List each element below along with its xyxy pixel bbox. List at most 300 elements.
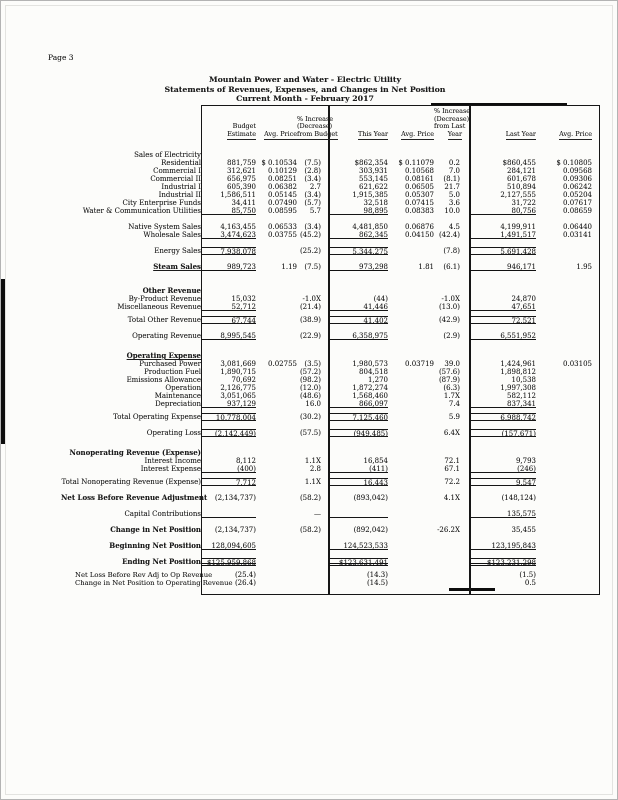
cell <box>470 151 536 159</box>
cell <box>256 571 297 579</box>
cell <box>201 449 256 457</box>
cell <box>201 510 256 518</box>
row-label: Energy Sales <box>154 247 201 255</box>
cell: 0.08383 <box>405 207 434 215</box>
row-cell-group <box>329 303 470 311</box>
cell: 1.7X <box>443 392 460 400</box>
cell: 10,778,004 <box>201 413 256 421</box>
row-cell-group <box>201 223 329 231</box>
row-cell-group <box>201 376 329 384</box>
cell <box>536 151 596 159</box>
cell <box>434 287 466 295</box>
cell <box>536 247 596 255</box>
column-header-line <box>329 131 388 140</box>
row-label: Ending Net Position <box>122 557 201 566</box>
column-header-line: Budget <box>232 122 256 131</box>
cell: (2,134,737) <box>214 526 256 534</box>
cell <box>256 457 297 465</box>
cell <box>536 429 596 437</box>
cell: 24,870 <box>511 295 536 303</box>
row-cell-group <box>201 392 329 400</box>
row-label: Miscellaneous Revenue <box>117 303 201 311</box>
cell: 621,622 <box>359 183 388 191</box>
cell: 98,895 <box>329 207 388 215</box>
row-cell-group <box>470 360 600 368</box>
column-header-text: Avg. Price <box>264 131 297 140</box>
row-label: Depreciation <box>155 400 201 408</box>
cell: 2,127,555 <box>500 191 536 199</box>
cell: (42.9) <box>438 316 460 324</box>
cell: (7.8) <box>443 247 460 255</box>
cell <box>388 429 434 437</box>
cell: 0.10129 <box>268 167 297 175</box>
cell <box>434 352 466 360</box>
cell <box>256 332 297 340</box>
column-header-line <box>388 131 434 140</box>
cell: 6,358,975 <box>329 332 388 340</box>
column-header-line <box>201 131 256 140</box>
cell: 284,121 <box>507 167 536 175</box>
row-cell-group <box>329 571 470 579</box>
row-label: Beginning Net Position <box>109 541 201 550</box>
row-cell-group <box>201 295 329 303</box>
cell: 124,523,533 <box>329 542 388 550</box>
column-header-line <box>470 131 536 140</box>
row-cell-group <box>470 295 600 303</box>
cell: 0.08251 <box>268 175 297 183</box>
column-header-budget <box>201 116 256 140</box>
row-cell-group <box>329 392 470 400</box>
cell: 0.09568 <box>563 167 592 175</box>
cell <box>536 303 596 311</box>
row-cell-group <box>470 191 600 199</box>
row-cell-group <box>470 159 600 167</box>
cell: 1,898,812 <box>500 368 536 376</box>
table-row <box>49 558 600 566</box>
cell: (2,134,737) <box>214 494 256 502</box>
row-cell-group <box>470 542 600 550</box>
table-row <box>49 368 600 376</box>
table-row <box>49 191 600 199</box>
row-cell-group <box>201 429 329 437</box>
row-label: Total Operating Expense <box>113 413 201 421</box>
cell: 31,722 <box>511 199 536 207</box>
table-row <box>49 316 600 324</box>
row-label: Total Other Revenue <box>127 316 201 324</box>
row-cell-group <box>470 183 600 191</box>
cell: 16.0 <box>305 400 321 408</box>
table-row <box>49 223 600 231</box>
row-cell-group <box>470 392 600 400</box>
row-cell-group <box>470 494 600 502</box>
cell: 0.08161 <box>405 175 434 183</box>
cell: 5.7 <box>309 207 321 215</box>
row-cell-group <box>201 159 329 167</box>
cell: (14.5) <box>366 579 388 587</box>
column-header-text: Estimate <box>227 131 256 140</box>
table-row <box>49 542 600 550</box>
cell: 1.1X <box>304 478 321 486</box>
row-label: Operation <box>165 384 201 392</box>
row-cell-group <box>201 151 329 159</box>
row-cell-group <box>201 287 329 295</box>
cell <box>434 510 466 518</box>
cell: 35,455 <box>511 526 536 534</box>
row-label: Sales of Electricity <box>134 151 201 159</box>
cell <box>297 542 325 550</box>
cell: 128,094,605 <box>201 542 256 550</box>
cell: 135,575 <box>470 510 536 518</box>
cell <box>388 526 434 534</box>
row-cell-group <box>201 368 329 376</box>
cell: 0.06505 <box>405 183 434 191</box>
row-label: Residential <box>161 159 201 167</box>
column-header-text: Last Year <box>506 131 536 140</box>
row-cell-group <box>470 332 600 340</box>
cell: 4.5 <box>448 223 460 231</box>
cell: 4,163,455 <box>220 223 256 231</box>
cell: 8,995,545 <box>201 332 256 340</box>
cell: 881,759 <box>227 159 256 167</box>
cell: 10,538 <box>511 376 536 384</box>
cell: (58.2) <box>299 526 321 534</box>
cell <box>256 287 297 295</box>
row-cell-group <box>329 400 470 408</box>
cell: 15,032 <box>231 295 256 303</box>
cell <box>329 151 388 159</box>
cell <box>256 542 297 550</box>
cell: (5.7) <box>304 199 321 207</box>
row-cell-group <box>329 579 470 587</box>
cell: (3.4) <box>304 175 321 183</box>
table-row <box>49 494 600 502</box>
cell <box>297 151 325 159</box>
row-cell-group <box>470 231 600 239</box>
row-cell-group <box>470 449 600 457</box>
table-row <box>49 183 600 191</box>
column-header-line: % Increase <box>297 114 334 123</box>
cell <box>297 449 325 457</box>
row-cell-group <box>470 384 600 392</box>
cell: 4,481,850 <box>352 223 388 231</box>
row-cell-group <box>201 558 329 566</box>
cell <box>256 579 297 587</box>
cell <box>388 332 434 340</box>
row-label: Water & Communication Utilities <box>82 207 201 215</box>
row-label: Industrial II <box>158 191 201 199</box>
cell <box>256 151 297 159</box>
cell <box>388 303 434 311</box>
cell: (14.3) <box>366 571 388 579</box>
row-cell-group <box>470 368 600 376</box>
cell: 0.2 <box>448 159 460 167</box>
row-cell-group <box>470 207 600 215</box>
cell: 0.06440 <box>563 223 592 231</box>
row-cell-group <box>329 449 470 457</box>
row-label: Operating Expense <box>126 351 201 360</box>
cell: 312,621 <box>227 167 256 175</box>
row-cell-group <box>470 413 600 421</box>
cell: 0.07415 <box>405 199 434 207</box>
cell: 303,931 <box>359 167 388 175</box>
cell: 0.06382 <box>268 183 297 191</box>
row-cell-group <box>470 510 600 518</box>
cell: 0.08595 <box>268 207 297 215</box>
cell <box>536 287 596 295</box>
row-cell-group <box>470 247 600 255</box>
cell: 0.03755 <box>268 231 297 239</box>
row-cell-group <box>201 167 329 175</box>
cell <box>536 526 596 534</box>
cell: 1,491,517 <box>470 231 536 239</box>
row-label: Purchased Power <box>139 360 201 368</box>
cell: 0.03105 <box>563 360 592 368</box>
column-header-group <box>329 108 470 140</box>
row-cell-group <box>201 303 329 311</box>
cell: $125,959,868 <box>201 558 256 566</box>
cell: (3.4) <box>304 191 321 199</box>
row-cell-group <box>201 199 329 207</box>
row-cell-group <box>329 352 470 360</box>
cell <box>388 413 434 421</box>
cell <box>256 413 297 421</box>
row-label: Change in Net Position to Operating Revenue <box>75 579 233 587</box>
column-header-last-year <box>470 131 536 140</box>
row-label: Interest Expense <box>140 465 201 473</box>
row-label: Nonoperating Revenue (Expense) <box>69 448 201 457</box>
row-cell-group <box>329 207 470 215</box>
cell: -1.0X <box>302 295 321 303</box>
row-cell-group <box>329 478 470 486</box>
table-row <box>49 571 600 579</box>
column-header-line <box>297 129 338 140</box>
cell <box>388 579 434 587</box>
table-row <box>49 376 600 384</box>
cell: 32,518 <box>363 199 388 207</box>
row-cell-group <box>470 352 600 360</box>
cell: 0.06533 <box>268 223 297 231</box>
table-row <box>49 429 600 437</box>
cell: 0.06242 <box>563 183 592 191</box>
cell <box>536 368 596 376</box>
column-header-text: Year <box>448 131 462 140</box>
cell: 973,298 <box>329 263 388 271</box>
cell <box>388 295 434 303</box>
cell: 0.05145 <box>268 191 297 199</box>
cell: (57.5) <box>299 429 321 437</box>
row-cell-group <box>201 579 329 587</box>
cell <box>388 384 434 392</box>
cell: (6.3) <box>443 384 460 392</box>
cell: 989,723 <box>201 263 256 271</box>
cell: (87.9) <box>438 376 460 384</box>
row-label: Interest Income <box>144 457 201 465</box>
cell: 1,568,460 <box>352 392 388 400</box>
cell <box>536 478 596 486</box>
cell <box>256 494 297 502</box>
cell: 4,199,911 <box>500 223 536 231</box>
table-row <box>49 231 600 239</box>
row-cell-group <box>329 263 470 271</box>
table-row <box>49 247 600 255</box>
row-cell-group <box>329 465 470 473</box>
cell: (57.2) <box>299 368 321 376</box>
cell: — <box>314 510 321 518</box>
column-header-text: Avg. Price <box>401 131 434 140</box>
cell: $ 0.10805 <box>556 159 592 167</box>
cell: 605,390 <box>227 183 256 191</box>
cell: 123,195,843 <box>470 542 536 550</box>
cell <box>256 303 297 311</box>
cell <box>256 465 297 473</box>
cell: (157,671) <box>470 429 536 437</box>
cell: 67.1 <box>444 465 460 473</box>
cell: (3.4) <box>304 223 321 231</box>
cell: (246) <box>470 465 536 473</box>
table-row <box>49 457 600 465</box>
cell <box>201 151 256 159</box>
cell: 1,270 <box>367 376 388 384</box>
column-header-line: (Decrease) <box>434 114 470 123</box>
row-cell-group <box>201 332 329 340</box>
row-cell-group <box>201 263 329 271</box>
cell: 2.7 <box>309 183 321 191</box>
row-cell-group <box>470 167 600 175</box>
cell: 41,402 <box>329 316 388 324</box>
cell: 7,938,078 <box>201 247 256 255</box>
cell <box>256 400 297 408</box>
row-cell-group <box>201 510 329 518</box>
row-label: Operating Revenue <box>132 332 201 340</box>
row-cell-group <box>470 175 600 183</box>
cell <box>329 510 388 518</box>
row-cell-group <box>201 352 329 360</box>
cell: 0.05204 <box>563 191 592 199</box>
table-row <box>49 413 600 421</box>
table-row <box>49 199 600 207</box>
cell: 9,793 <box>515 457 536 465</box>
cell: (411) <box>329 465 388 473</box>
row-cell-group <box>329 175 470 183</box>
cell: 72.2 <box>444 478 460 486</box>
cell: $ 0.11079 <box>398 159 434 167</box>
row-cell-group <box>470 400 600 408</box>
cell: 804,518 <box>359 368 388 376</box>
cell: (3.5) <box>304 360 321 368</box>
cell: 41,446 <box>329 303 388 311</box>
cell <box>388 478 434 486</box>
cell <box>536 571 596 579</box>
cell: 6,551,952 <box>470 332 536 340</box>
cell: 0.02755 <box>268 360 297 368</box>
table-row <box>49 579 600 587</box>
cell: 3.6 <box>448 199 460 207</box>
row-cell-group <box>329 558 470 566</box>
cell <box>256 376 297 384</box>
table-row <box>49 263 600 271</box>
cell: 0.04150 <box>405 231 434 239</box>
column-header-avg-price-last-year <box>536 131 596 140</box>
row-cell-group <box>329 287 470 295</box>
cell <box>388 571 434 579</box>
report-title-block <box>1 75 609 104</box>
cell <box>201 352 256 360</box>
cell: 1,980,573 <box>352 360 388 368</box>
cell <box>256 247 297 255</box>
cell: 862,345 <box>329 231 388 239</box>
cell: 16,443 <box>329 478 388 486</box>
cell <box>388 392 434 400</box>
cell <box>536 457 596 465</box>
row-cell-group <box>201 542 329 550</box>
row-cell-group <box>470 429 600 437</box>
cell: 3,081,669 <box>220 360 256 368</box>
row-cell-group <box>201 571 329 579</box>
cell <box>434 151 466 159</box>
row-cell-group <box>201 316 329 324</box>
cell: $ 0.10534 <box>261 159 297 167</box>
row-label: Wholesale Sales <box>143 231 201 239</box>
cell: 6,988,742 <box>470 413 536 421</box>
cell: 5,344,275 <box>329 247 388 255</box>
column-header-text: Avg. Price <box>559 131 592 140</box>
cell: (2,142,449) <box>201 429 256 437</box>
cell: 72.1 <box>444 457 460 465</box>
cell: 2,126,775 <box>220 384 256 392</box>
row-cell-group <box>201 494 329 502</box>
column-header-line <box>434 131 462 140</box>
cell: 1.1X <box>304 457 321 465</box>
row-label: Maintenance <box>154 392 201 400</box>
row-cell-group <box>329 360 470 368</box>
row-cell-group <box>201 457 329 465</box>
column-header-avg-price-this-year <box>388 108 434 140</box>
cell <box>434 579 466 587</box>
row-cell-group <box>329 316 470 324</box>
column-header-this-year <box>329 108 388 140</box>
cell <box>536 352 596 360</box>
cell: 0.5 <box>524 579 536 587</box>
cell <box>536 510 596 518</box>
cell: 3,051,065 <box>220 392 256 400</box>
cell <box>388 151 434 159</box>
row-cell-group <box>329 376 470 384</box>
row-cell-group <box>329 247 470 255</box>
cell: (98.2) <box>299 376 321 384</box>
cell: (48.6) <box>299 392 321 400</box>
row-label: Capital Contributions <box>124 510 201 518</box>
row-cell-group <box>201 191 329 199</box>
cell: 0.03719 <box>405 360 434 368</box>
row-cell-group <box>201 247 329 255</box>
cell <box>388 449 434 457</box>
cell: 553,145 <box>359 175 388 183</box>
cell <box>256 558 297 566</box>
cell: $862,354 <box>354 159 388 167</box>
cell: (2.9) <box>443 332 460 340</box>
scan-artifact-left-bar <box>1 279 5 444</box>
cell <box>297 287 325 295</box>
row-cell-group <box>329 231 470 239</box>
cell: 1,915,385 <box>352 191 388 199</box>
cell: 7,125,460 <box>329 413 388 421</box>
row-cell-group <box>470 558 600 566</box>
cell <box>329 287 388 295</box>
table-row <box>49 207 600 215</box>
cell: (949,485) <box>329 429 388 437</box>
cell <box>388 352 434 360</box>
cell <box>256 510 297 518</box>
